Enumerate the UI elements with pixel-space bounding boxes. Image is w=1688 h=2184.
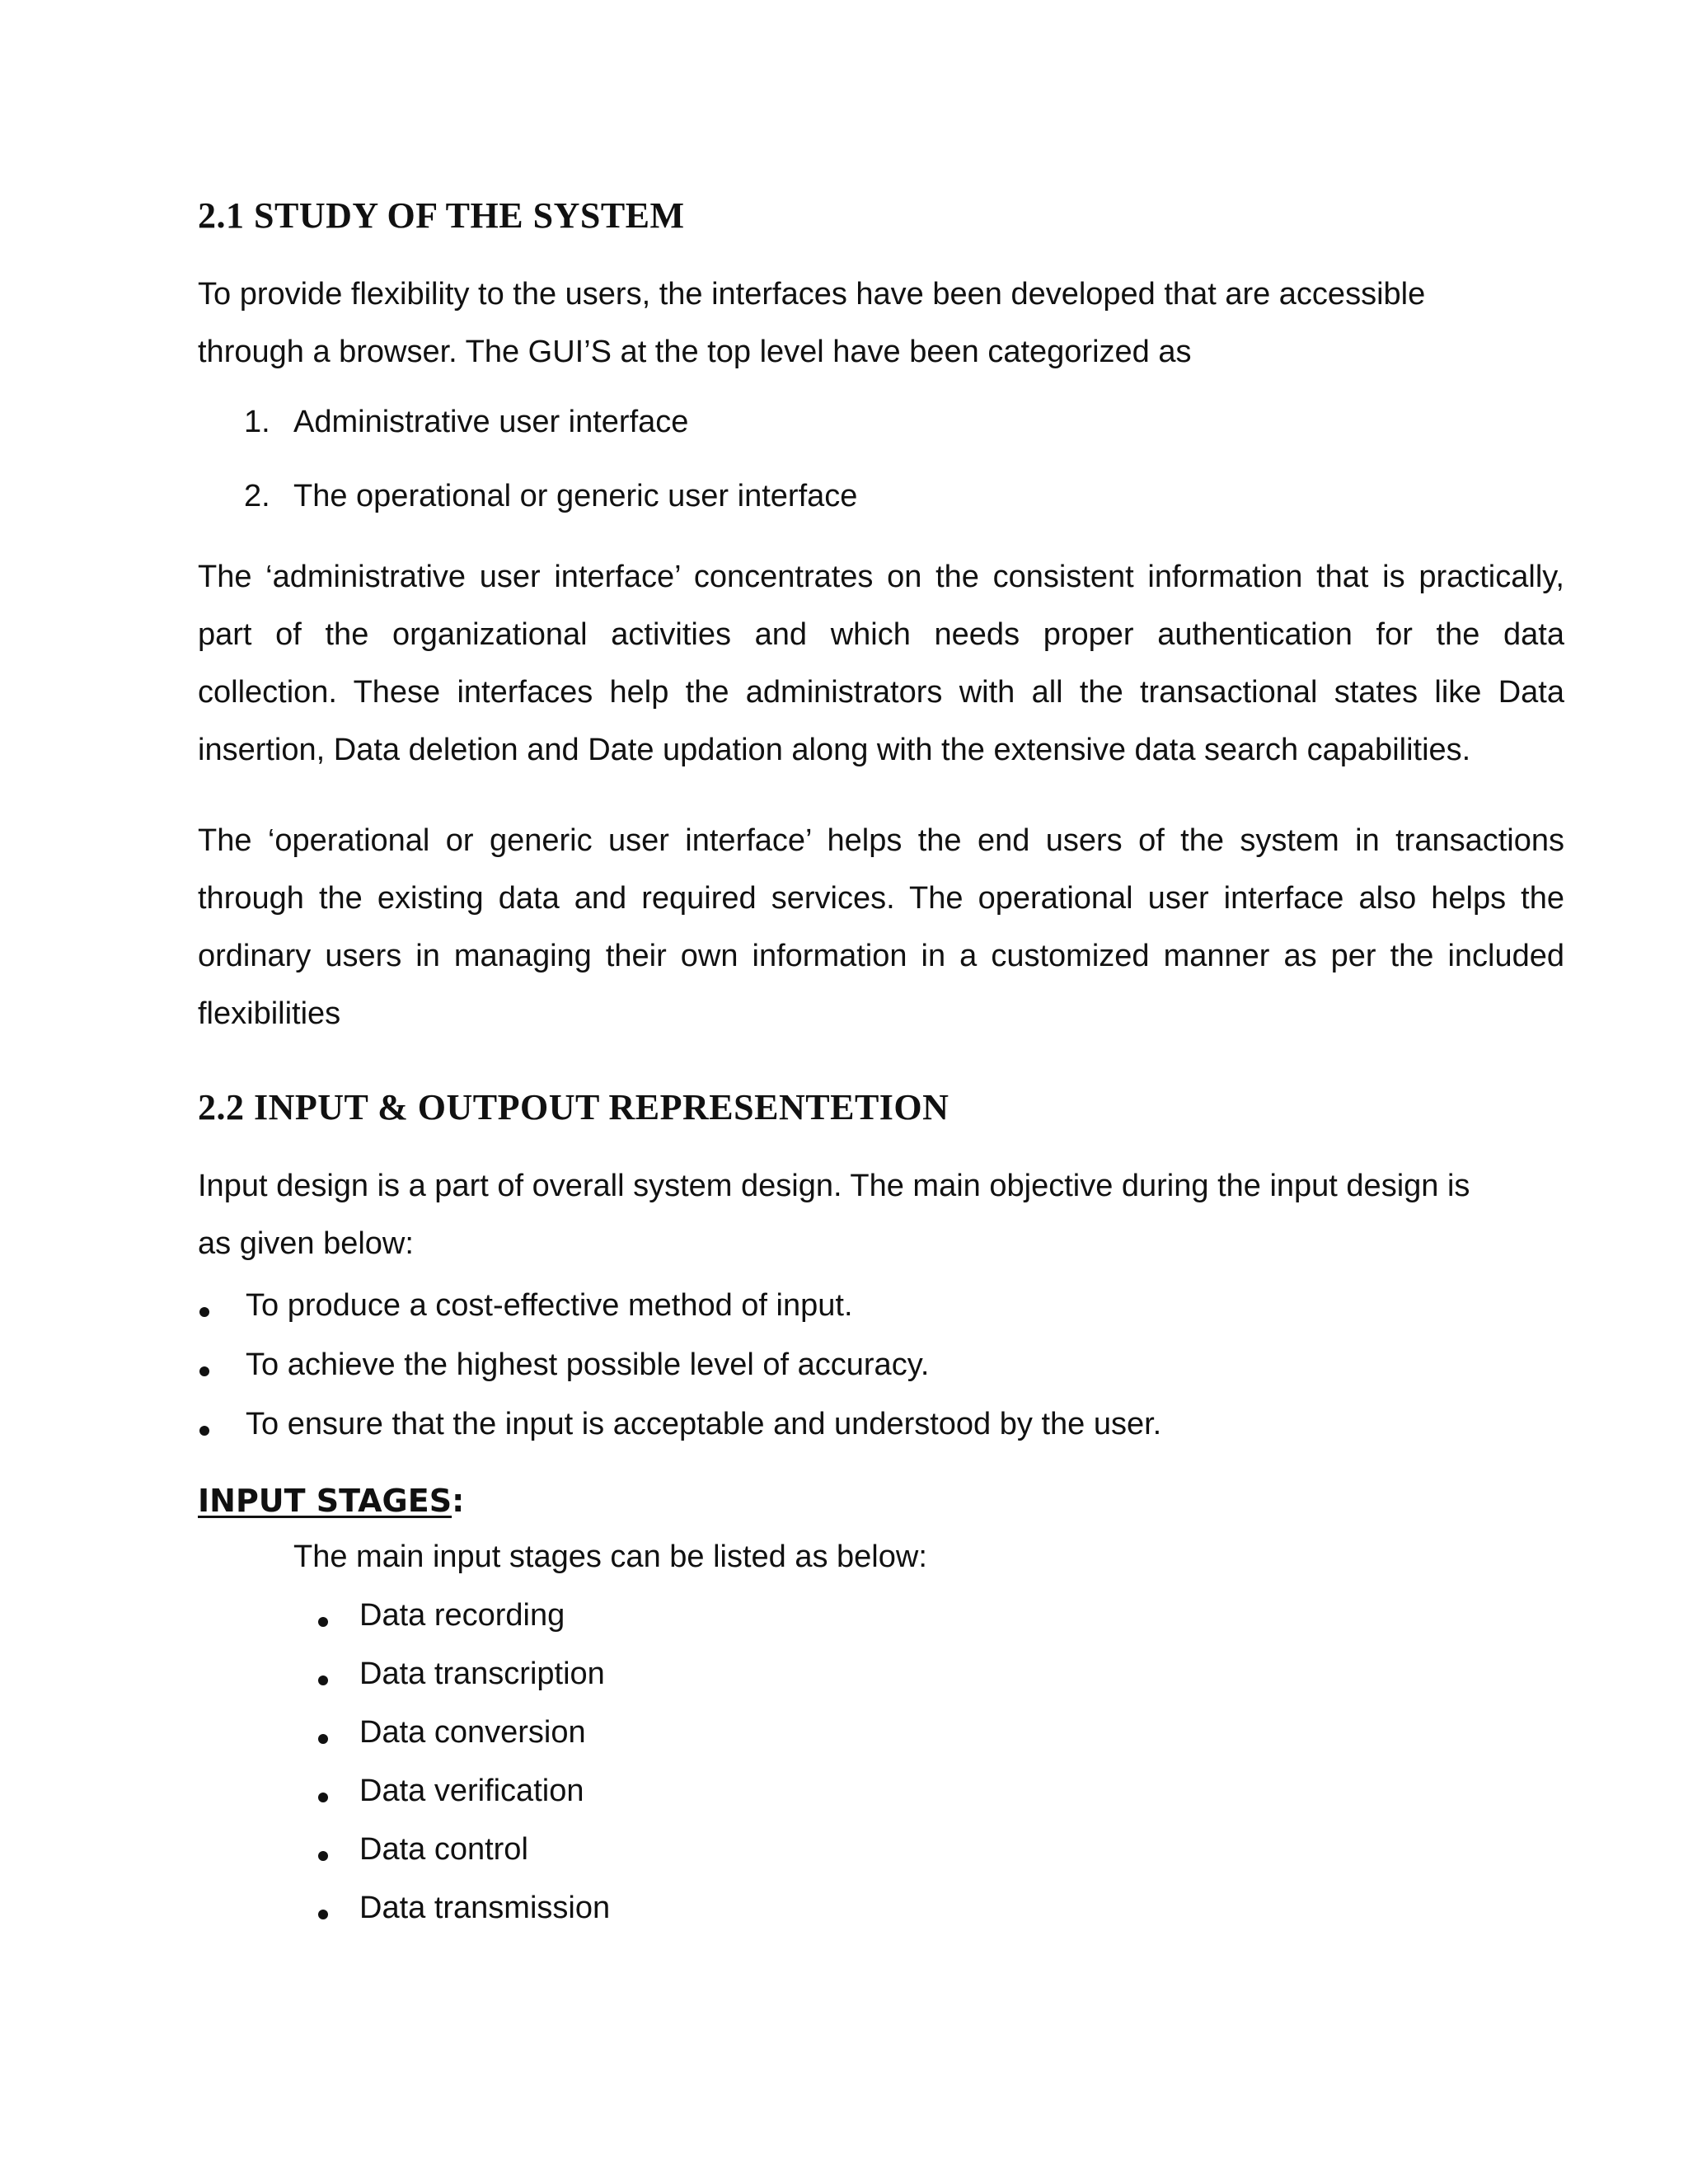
bullet-icon [199, 1426, 209, 1436]
input-design-paragraph [198, 1157, 1564, 1272]
intro-paragraph [198, 265, 1564, 381]
paragraph-line: To provide flexibility to the users, the interfaces have been developed that are accessible [198, 277, 1426, 312]
paragraph-line: The ‘administrative user interface’ concentrates on the consistent information that is practically, [198, 560, 1564, 594]
paragraph-line: collection. These interfaces help the administrators with all the transactional states like Data [198, 675, 1564, 710]
paragraph-line: flexibilities [198, 996, 341, 1031]
bullet-icon [318, 1793, 328, 1802]
objective-item: To ensure that the input is acceptable and understood by the user. [246, 1407, 1162, 1441]
operational-paragraph [198, 812, 1564, 1043]
paragraph-line: through a browser. The GUI’S at the top level have been categorized as [198, 335, 1192, 369]
paragraph-line: Input design is a part of overall system design. The main objective during the input design is [198, 1169, 1470, 1203]
input-stage-item: Data transcription [359, 1657, 605, 1691]
input-stage-item: Data control [359, 1832, 528, 1867]
list-item-administrative: Administrative user interface [293, 405, 689, 439]
input-stage-item: Data recording [359, 1598, 565, 1633]
input-stages-intro: The main input stages can be listed as below: [293, 1540, 927, 1574]
input-stages-heading [198, 1481, 464, 1521]
bullet-icon [199, 1366, 209, 1376]
bullet-icon [318, 1910, 328, 1919]
objective-item: To produce a cost-effective method of input. [246, 1288, 853, 1323]
paragraph-line: through the existing data and required services. The operational user interface also helps the [198, 881, 1564, 916]
paragraph-line: part of the organizational activities and which needs proper authentication for the data [198, 617, 1564, 652]
bullet-icon [318, 1617, 328, 1627]
input-stage-item: Data verification [359, 1774, 584, 1808]
input-stage-item: Data transmission [359, 1891, 611, 1925]
bullet-icon [318, 1851, 328, 1861]
paragraph-line: insertion, Data deletion and Date updation along with the extensive data search capabilities. [198, 733, 1471, 767]
section-heading-input-output: 2.2 INPUT & OUTPOUT REPRESENTETION [198, 1087, 950, 1127]
paragraph-line: as given below: [198, 1226, 414, 1261]
input-stage-item: Data conversion [359, 1715, 586, 1750]
bullet-icon [318, 1675, 328, 1685]
objective-item: To achieve the highest possible level of accuracy. [246, 1347, 930, 1382]
paragraph-line: The ‘operational or generic user interface’ helps the end users of the system in transactions [198, 823, 1564, 858]
section-heading-study-of-the-system: 2.1 STUDY OF THE SYSTEM [198, 195, 685, 236]
list-number: 2. [244, 479, 270, 513]
bullet-icon [199, 1307, 209, 1317]
list-number: 1. [244, 405, 270, 439]
administrative-paragraph [198, 548, 1564, 779]
bullet-icon [318, 1734, 328, 1744]
input-stages-title: INPUT STAGES [198, 1483, 452, 1519]
paragraph-line: ordinary users in managing their own information in a customized manner as per the included [198, 939, 1564, 973]
input-stages-colon: : [452, 1483, 465, 1519]
list-item-operational: The operational or generic user interface [293, 479, 858, 513]
